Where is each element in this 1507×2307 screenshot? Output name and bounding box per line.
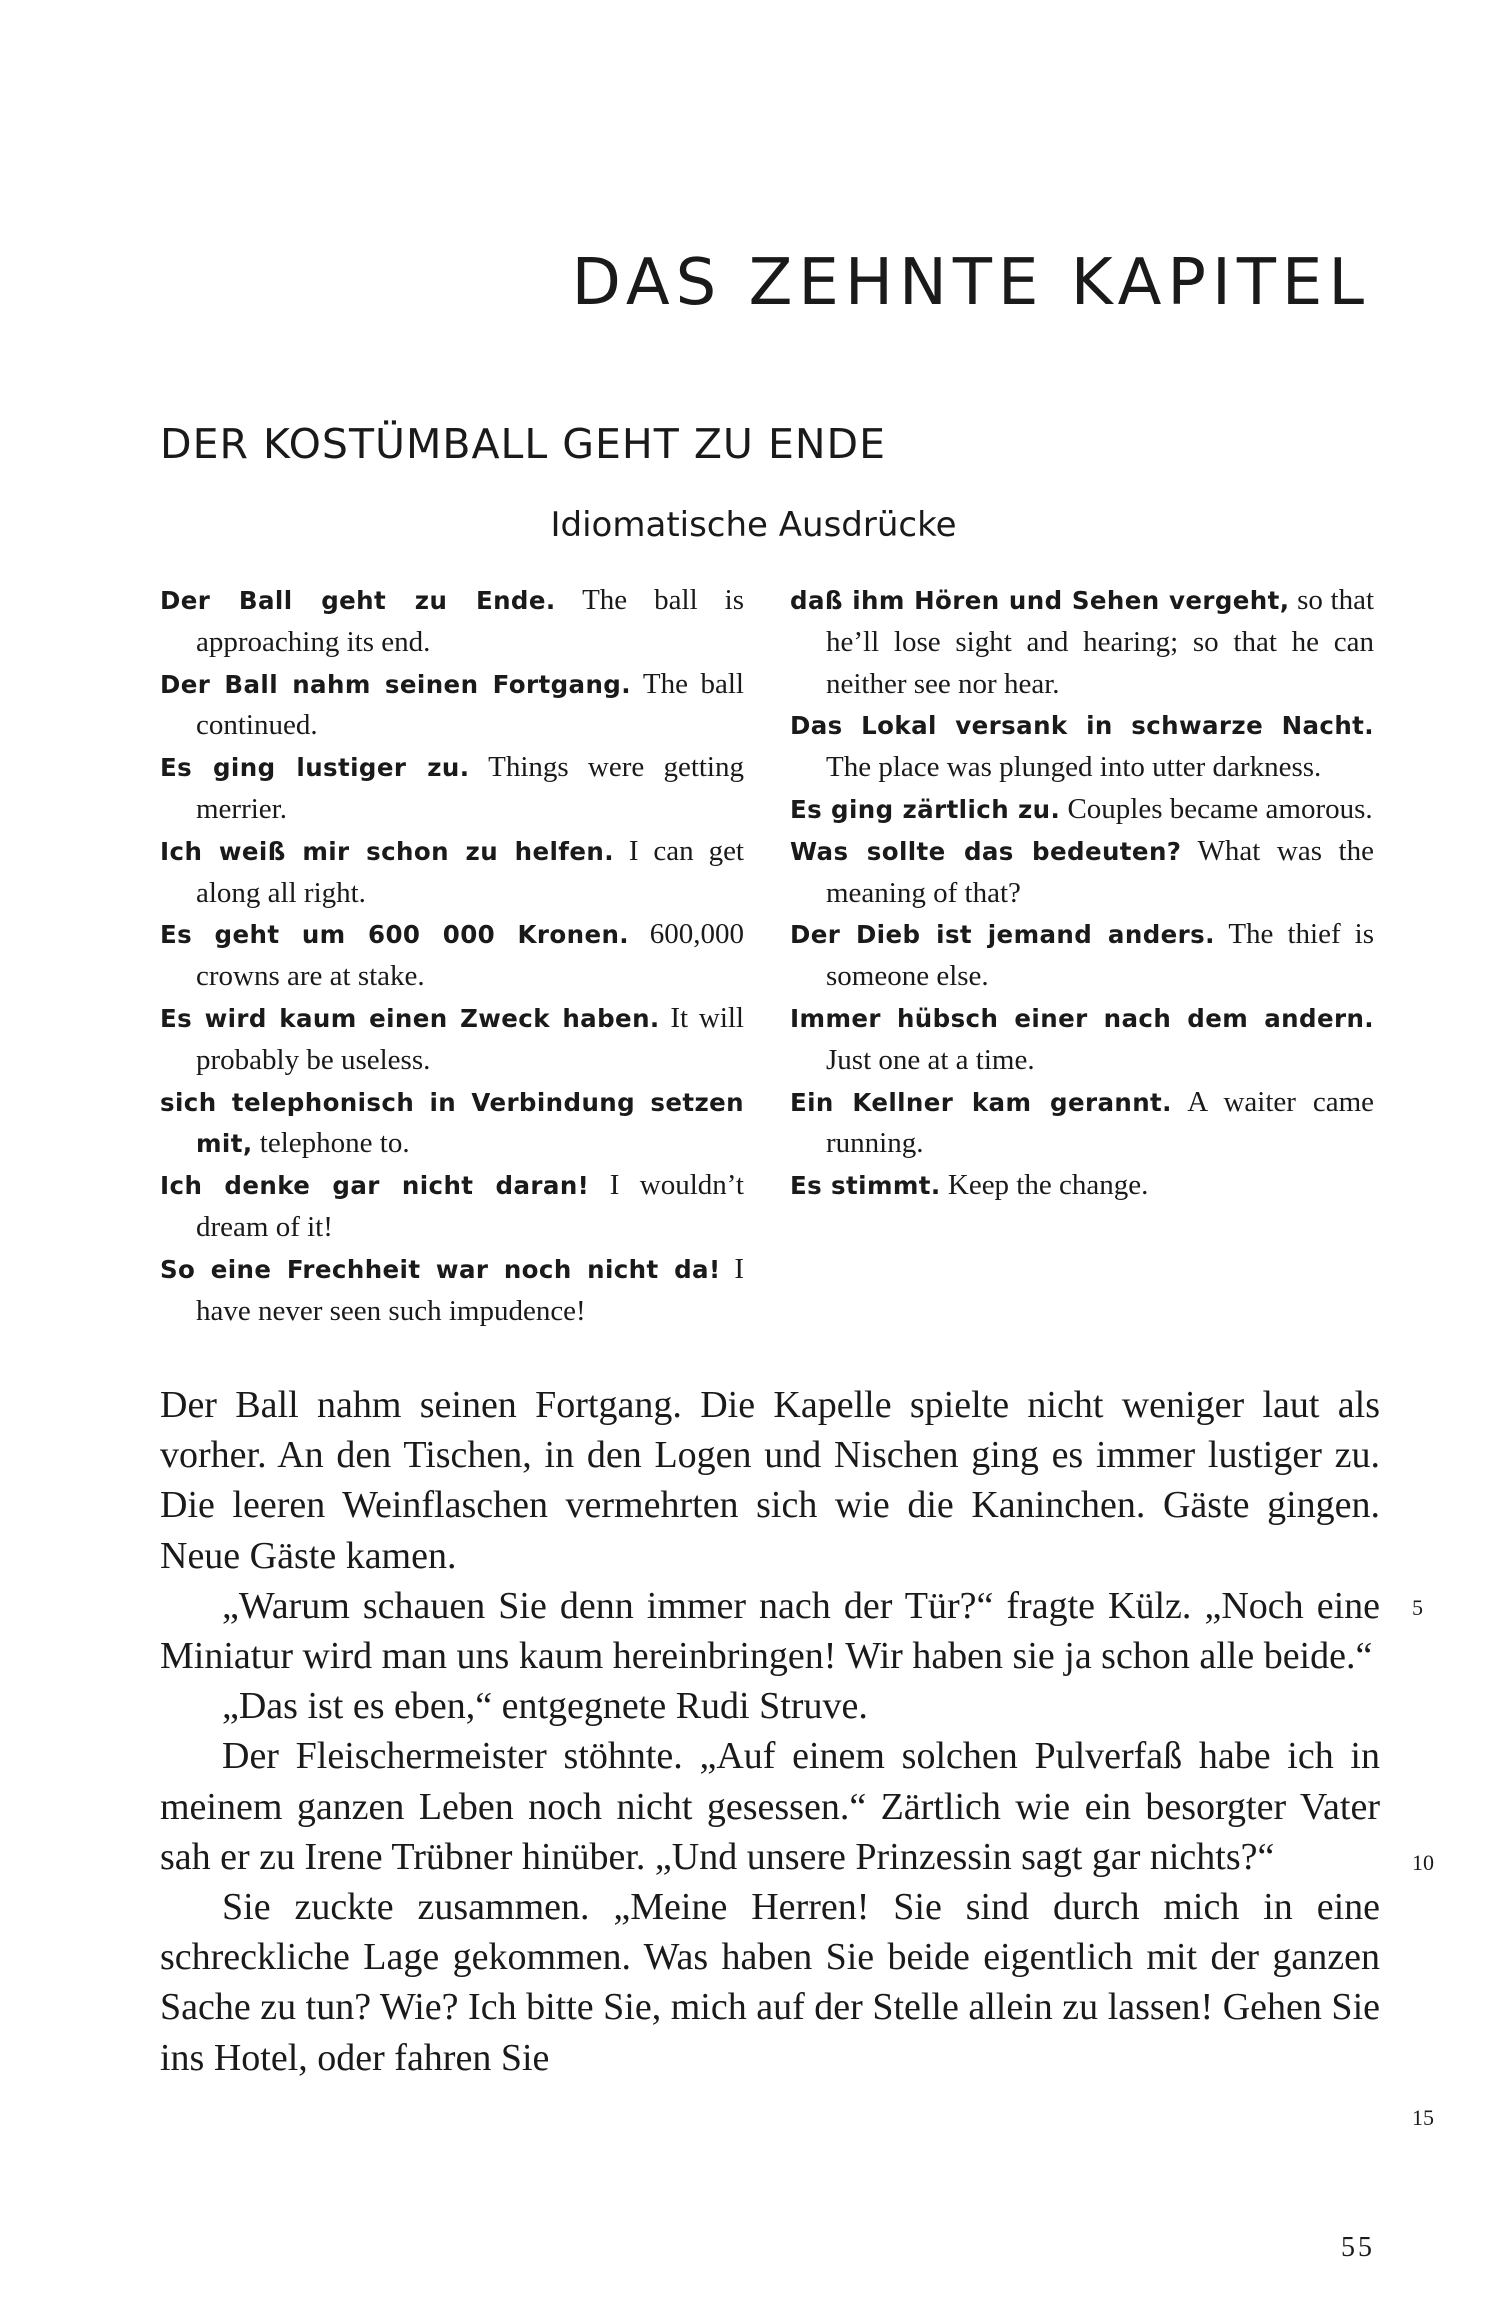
idiom-term: Es ging lustiger zu. xyxy=(160,753,470,783)
idiom-gloss: Couples became amorous. xyxy=(1067,792,1373,825)
idiom-gloss: Just one at a time. xyxy=(826,1043,1035,1076)
idiom-gloss: Keep the change. xyxy=(947,1169,1149,1202)
idiom-entry xyxy=(790,1165,1374,1207)
idiom-entry xyxy=(160,831,744,915)
idiom-entry xyxy=(160,747,744,831)
idiom-gloss: What was the meaning of that? xyxy=(826,834,1374,909)
line-number: 5 xyxy=(1412,1595,1423,1620)
idioms-right-column xyxy=(790,580,1374,1207)
idiom-entry xyxy=(160,1082,744,1166)
idiom-entry xyxy=(160,998,744,1082)
idiom-entry xyxy=(160,664,744,748)
line-number: 15 xyxy=(1412,2105,1434,2130)
idiom-entry xyxy=(790,831,1374,915)
line-number: 10 xyxy=(1412,1850,1434,1875)
idiom-gloss: I can get along all right. xyxy=(196,834,744,909)
idiom-term: Es geht um 600 000 Kronen. xyxy=(160,920,630,950)
idiom-term: Das Lokal versank in schwarze Nacht. xyxy=(790,711,1374,741)
idiom-term: Der Dieb ist jemand anders. xyxy=(790,920,1215,950)
paragraph: Der Fleischermeister stöhnte. „Auf einem solchen Pulverfaß habe ich in meinem ganzen Leben noch nicht gesessen.“ Zärtlich wie ein besorgter Vater sah er zu Irene Trübner hinüber. „Und unsere Prinzessin sagt gar nichts?“ xyxy=(160,1735,1380,1878)
idiom-gloss: It will probably be useless. xyxy=(196,1001,744,1076)
idiom-term: Es ging zärtlich zu. xyxy=(790,794,1061,824)
idiom-entry xyxy=(160,580,744,664)
idiom-term: Es stimmt. xyxy=(790,1171,941,1201)
idiom-gloss: The ball is approaching its end. xyxy=(196,584,745,658)
idiom-entry xyxy=(790,705,1374,789)
idiom-gloss: I wouldn’t dream of it! xyxy=(196,1169,744,1243)
idiom-gloss: The thief is someone else. xyxy=(826,918,1374,993)
idiom-gloss: 600,000 crowns are at stake. xyxy=(196,918,745,993)
paragraph: Sie zuckte zusammen. „Meine Herren! Sie sind durch mich in eine schreckliche Lage gekommen. Was haben Sie beide eigentlich mit der ganzen Sache zu tun? Wie? Ich bitte Sie, mich auf der Stelle allein zu lassen! Gehen Sie ins Hotel, oder fahren Sie xyxy=(160,1886,1380,2079)
idiom-term: Immer hübsch einer nach dem andern. xyxy=(790,1003,1374,1033)
idiom-entry xyxy=(790,998,1374,1082)
paragraph: „Das ist es eben,“ entgegnete Rudi Struve. xyxy=(222,1685,868,1728)
idiom-term: Ich denke gar nicht daran! xyxy=(160,1171,590,1201)
idiom-gloss: Things were getting merrier. xyxy=(196,751,744,825)
idiom-entry xyxy=(160,1165,744,1249)
idiom-entry xyxy=(160,1249,744,1333)
idiom-term: sich telephonisch in Verbindung setzen mit, xyxy=(160,1087,744,1159)
idiom-entry xyxy=(790,914,1374,998)
idiom-gloss: The ball continued. xyxy=(196,667,744,742)
idiom-gloss: I have never seen such impudence! xyxy=(196,1252,744,1327)
paragraph: Der Ball nahm seinen Fortgang. Die Kapelle spielte nicht weniger laut als vorher. An den Tischen, in den Logen und Nischen ging es immer lustiger zu. Die leeren Weinflaschen vermehrten sich wie die Kaninchen. Gäste gingen. Neue Gäste kamen. xyxy=(160,1384,1380,1577)
idiom-gloss: so that he’ll lose sight and hearing; so that he can neither see nor hear. xyxy=(826,584,1375,700)
idiom-term: daß ihm Hören und Sehen vergeht, xyxy=(790,586,1290,615)
idiom-entry xyxy=(790,789,1374,831)
idiom-term: So eine Frechheit war noch nicht da! xyxy=(160,1254,721,1284)
idiom-gloss: telephone to. xyxy=(259,1127,410,1160)
chapter-title: DAS ZEHNTE KAPITEL xyxy=(571,246,1370,320)
idiom-term: Ich weiß mir schon zu helfen. xyxy=(160,836,614,866)
idiom-term: Der Ball geht zu Ende. xyxy=(160,586,556,615)
idiom-entry xyxy=(790,580,1374,705)
idiom-entry xyxy=(160,914,744,998)
paragraph: „Warum schauen Sie denn immer nach der Tür?“ fragte Külz. „Noch eine Miniatur wird man uns kaum hereinbringen! Wir haben sie ja schon alle beide.“ xyxy=(160,1584,1380,1678)
idiom-gloss: A waiter came running. xyxy=(826,1085,1374,1160)
body-text xyxy=(160,1380,1380,2083)
idiom-term: Der Ball nahm seinen Fortgang. xyxy=(160,669,631,699)
idiom-gloss: The place was plunged into utter darkness. xyxy=(826,751,1322,784)
idiom-term: Was sollte das bedeuten? xyxy=(790,836,1182,866)
idiom-heading: Idiomatische Ausdrücke xyxy=(550,505,957,545)
idiom-entry xyxy=(790,1082,1374,1166)
page-number: 55 xyxy=(1341,2232,1375,2263)
idioms-left-column xyxy=(160,580,744,1332)
idiom-term: Ein Kellner kam gerannt. xyxy=(790,1087,1172,1117)
idiom-term: Es wird kaum einen Zweck haben. xyxy=(160,1003,660,1033)
section-title: DER KOSTÜMBALL GEHT ZU ENDE xyxy=(160,420,887,468)
